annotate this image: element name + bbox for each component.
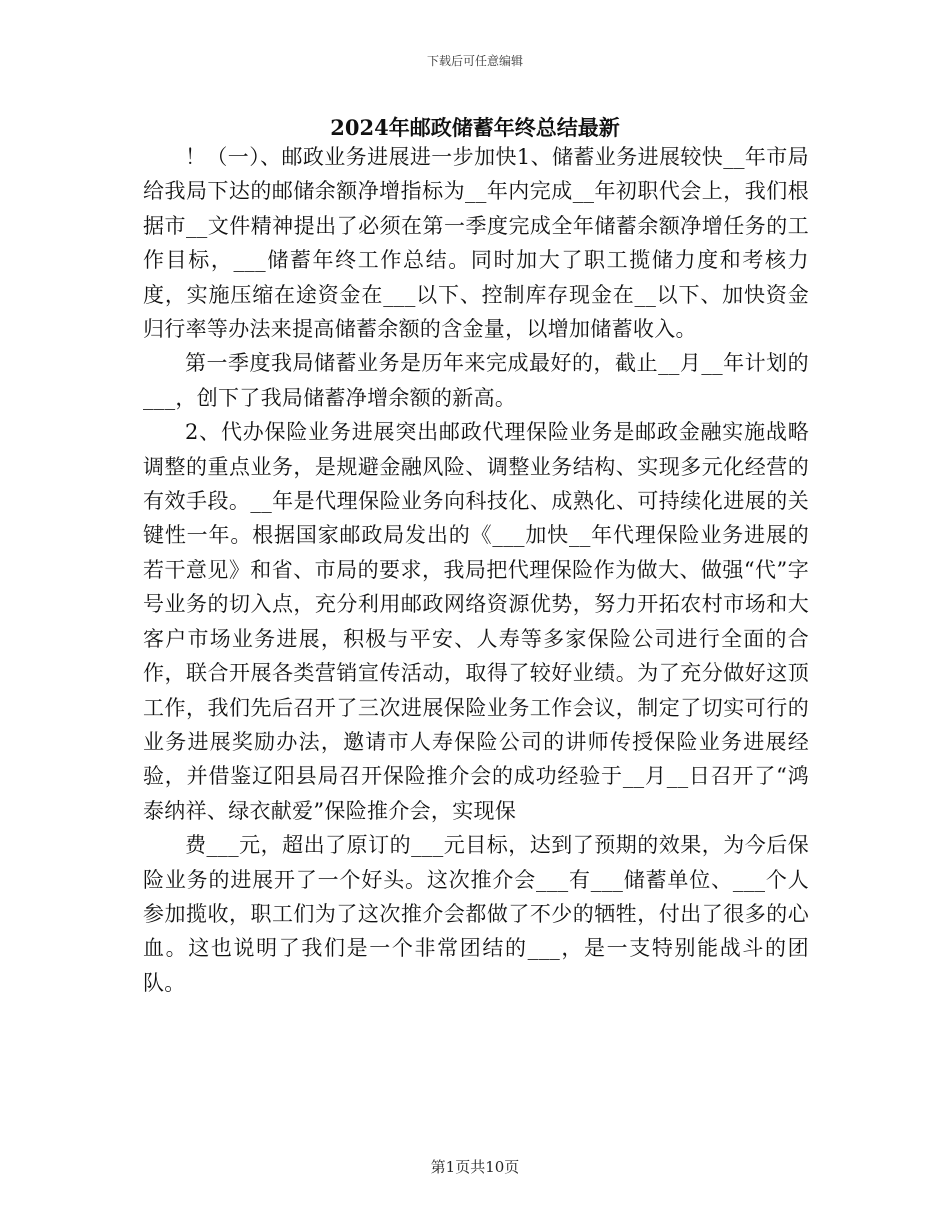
document-body [143, 140, 809, 1000]
paragraph-3: 2、代办保险业务进展突出邮政代理保险业务是邮政金融实施战略调整的重点业务，是规避金融风险、调整业务结构、实现多元化经营的有效手段。__年是代理保险业务向科技化、成熟化、可持续化进展的关键性一年。根据国家邮政局发出的《___加快__年代理保险业务进展的若干意见》和省、市局的要求，我局把代理保险作为做大、做强“代”字号业务的切入点，充分利用邮政网络资源优势，努力开拓农村市场和大客户市场业务进展，积极与平安、人寿等多家保险公司进行全面的合作，联合开展各类营销宣传活动，取得了较好业绩。为了充分做好这顶工作，我们先后召开了三次进展保险业务工作会议，制定了切实可行的业务进展奖励办法，邀请市人寿保险公司的讲师传授保险业务进展经验，并借鉴辽阳县局召开保险推介会的成功经验于__月__日召开了“鸿泰纳祥、绿衣献爱”保险推介会，实现保 [143, 420, 809, 823]
header-note: 下载后可任意编辑 [426, 54, 523, 68]
paragraph-1: ！（一）、邮政业务进展进一步加快1、储蓄业务进展较快__年市局给我局下达的邮储余额净增指标为__年内完成__年初职代会上，我们根据市__文件精神提出了必须在第一季度完成全年储蓄余额净增任务的工作目标，___储蓄年终工作总结。同时加大了职工揽储力度和考核力度，实施压缩在途资金在___以下、控制库存现金在__以下、加快资金归行率等办法来提高储蓄余额的含金量，以增加储蓄收入。 [143, 145, 809, 342]
paragraph-4: 费___元，超出了原订的___元目标，达到了预期的效果，为今后保险业务的进展开了一个好头。这次推介会___有___储蓄单位、___个人参加揽收，职工们为了这次推介会都做了不少的牺牲，付出了很多的心血。这也说明了我们是一个非常团结的___，是一支特别能战斗的团队。 [143, 833, 809, 995]
page-footer: 第1页共10页 [430, 1158, 520, 1176]
document-title: 2024年邮政储蓄年终总结最新 [330, 115, 620, 140]
paragraph-2: 第一季度我局储蓄业务是历年来完成最好的，截止__月__年计划的___，创下了我局储蓄净增余额的新高。 [143, 351, 809, 410]
